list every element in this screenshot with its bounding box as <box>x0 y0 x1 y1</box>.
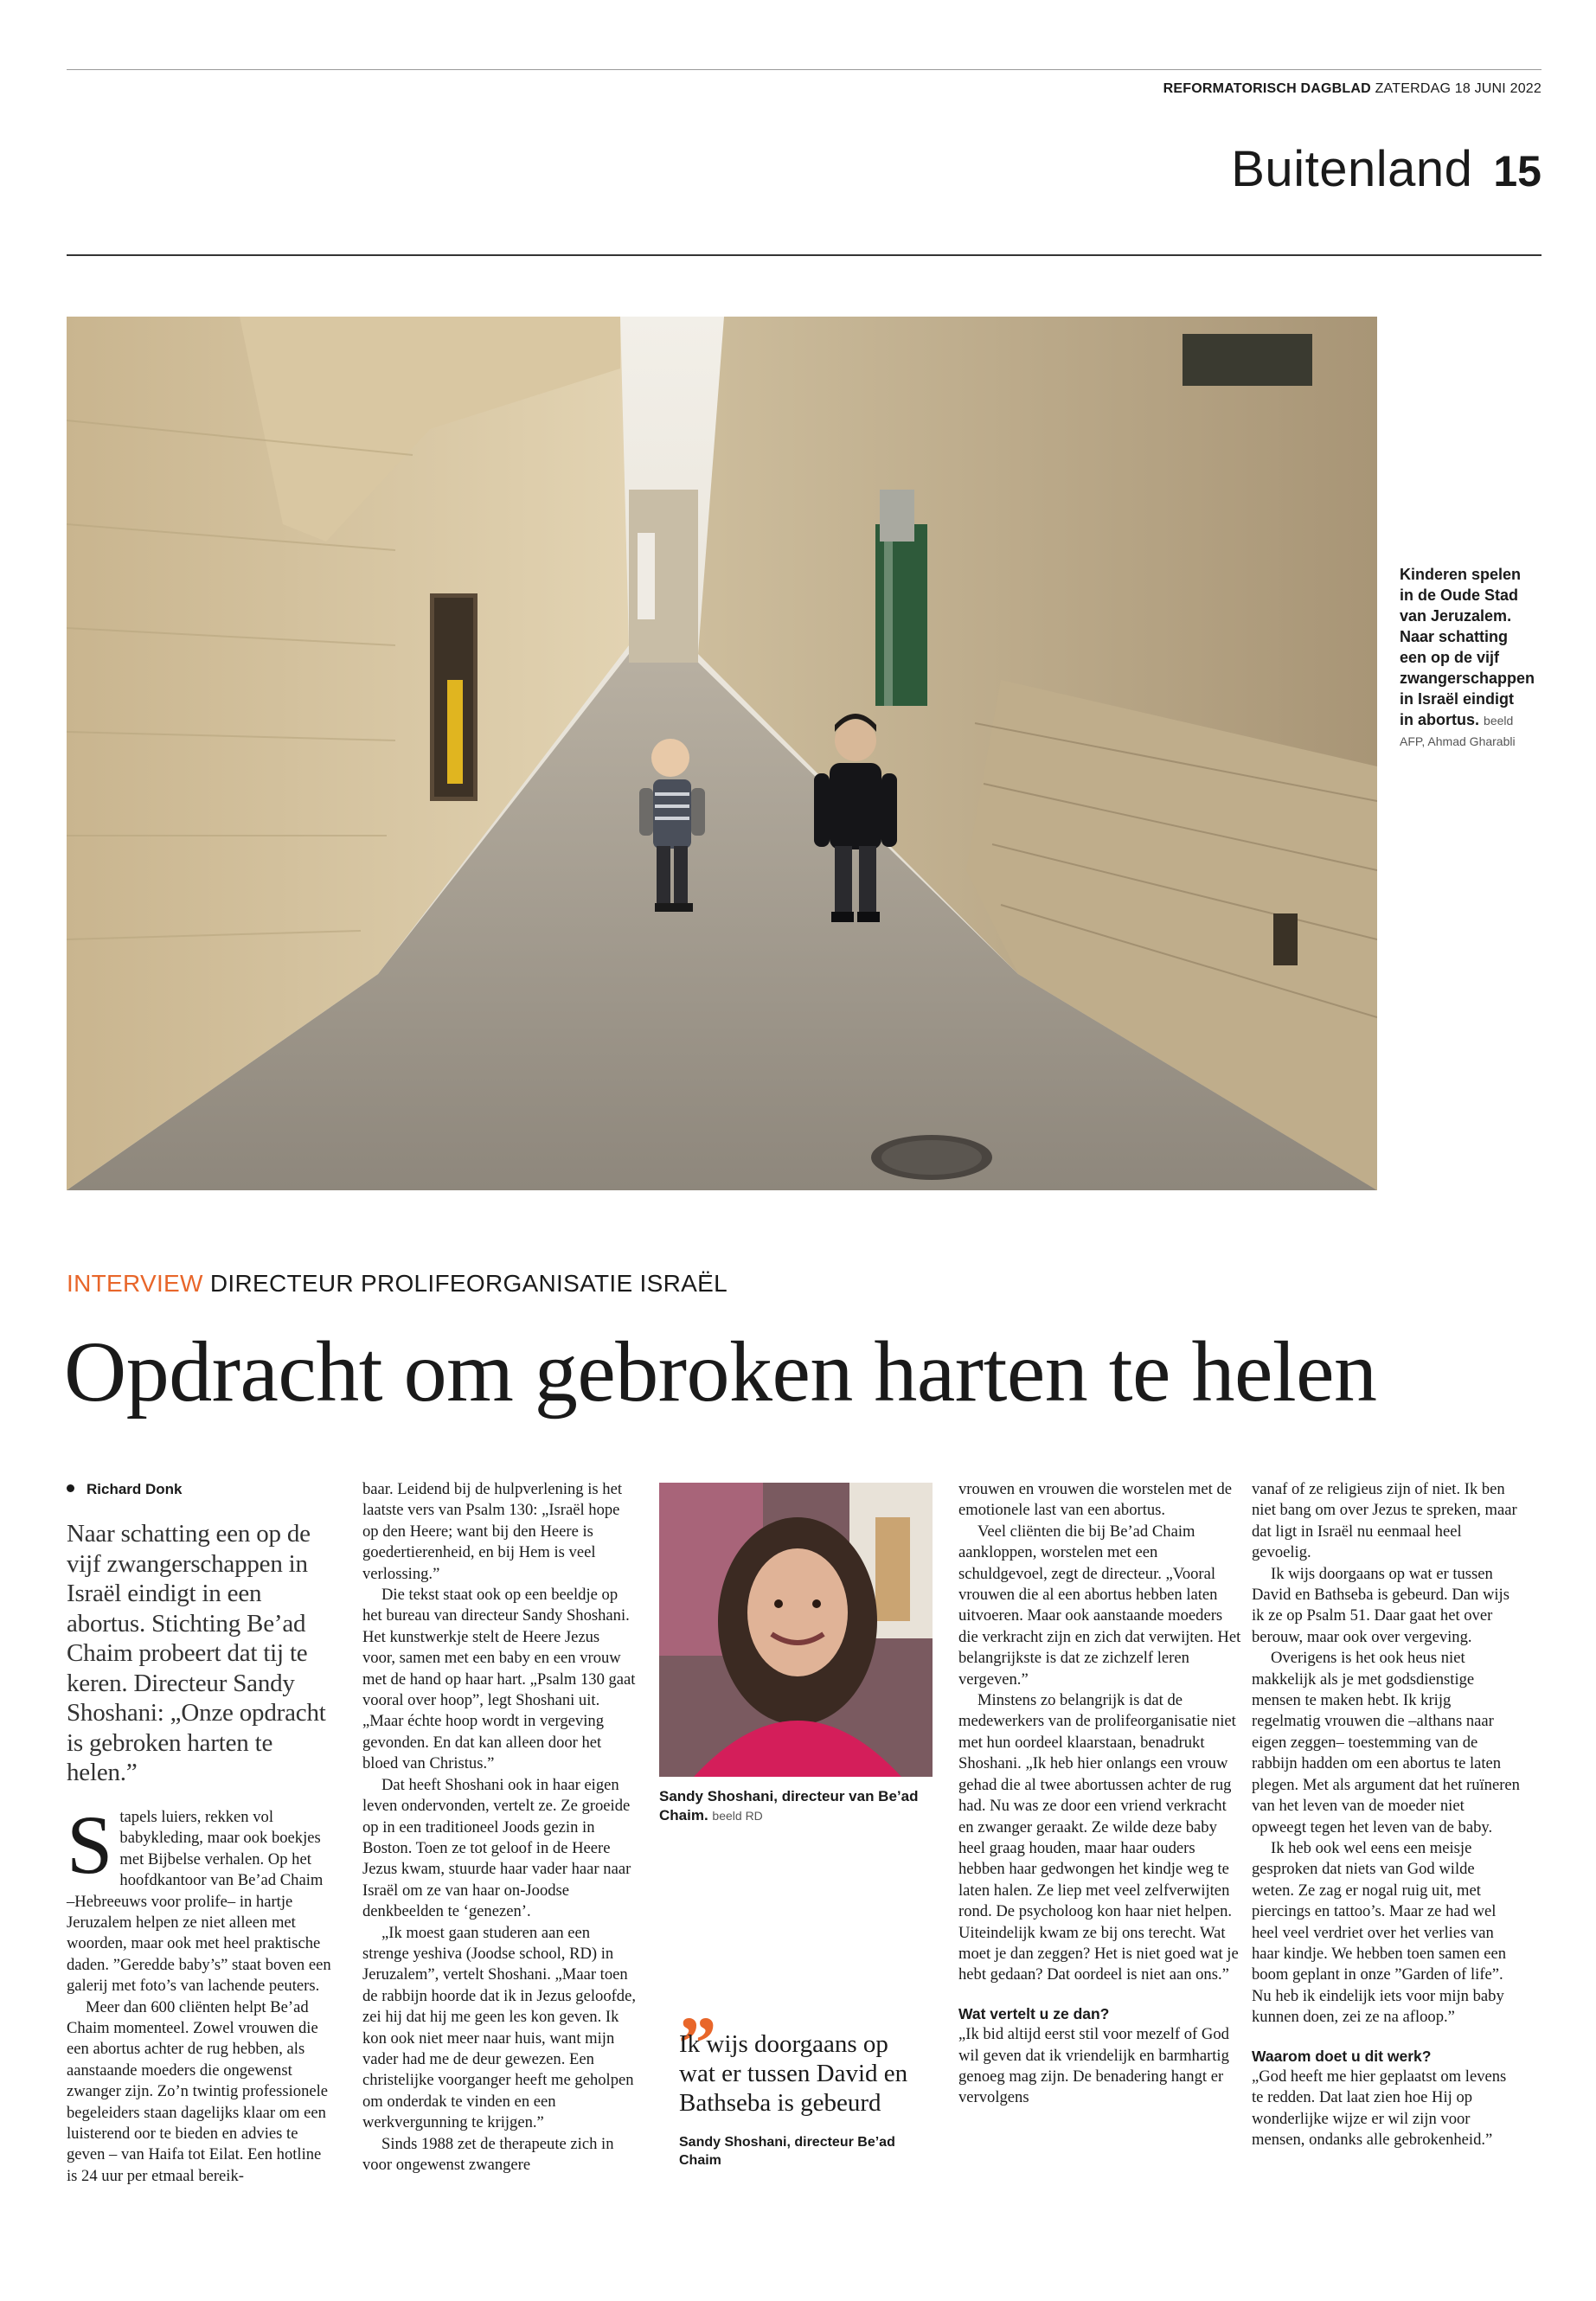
body-paragraph: „Ik bid altijd eerst stil voor mezelf of God wil geven dat ik vriendelijk en barmhartig genoeg mag zijn. De benadering hangt er vervolgens <box>958 2025 1229 2107</box>
kicker-topic: DIRECTEUR PROLIFEORGANISATIE ISRAËL <box>209 1270 727 1297</box>
main-photo <box>67 317 1377 1190</box>
body-paragraph: Sinds 1988 zet de therapeute zich in voor ongewenst zwangere <box>362 2134 614 2174</box>
masthead <box>1163 81 1542 97</box>
section-header <box>1231 140 1542 198</box>
body-paragraph: Dat heeft Shoshani ook in haar eigen leven ondervonden, vertelt ze. Ze groeide op in een traditioneel Joods gezin in Boston. Toen ze tot geloof in de Heere Jezus kwam, stuurde haar vader haar naar Israël om ze van haar on-Joodse denkbeelden te ‘genezen’. <box>362 1775 631 1921</box>
article-column-2 <box>362 1479 636 2176</box>
body-paragraph: vrouwen en vrouwen die worstelen met de emotionele last van een abortus. <box>958 1480 1232 1520</box>
article-column-4 <box>1252 1479 1520 2151</box>
body-paragraph: Minstens zo belangrijk is dat de medewerkers van de prolifeorganisatie niet met hun oordeel klaarstaan, benadrukt Shoshani. „Ik heb hier onlangs een vrouw gehad die al twee abortussen achter de rug had. Nu was ze door een vriend verkracht en zwanger geraakt. Ze wilde deze baby heel graag houden, maar haar ouders hebben haar gedwongen het kindje weg te laten halen. Ze liep met veel zelfverwijten rond. De psycholoog kon haar niet helpen. Uiteindelijk kwam ze bij ons terecht. Wat moet je dan zeggen? Het is niet goed wat je hebt gedaan? Dat oordeel is niet aan ons.” <box>958 1691 1239 1984</box>
article-column-3 <box>958 1479 1244 2109</box>
author-name: Richard Donk <box>87 1481 183 1497</box>
portrait-credit: beeld RD <box>712 1809 763 1823</box>
question-subhead: Waarom doet u dit werk? <box>1252 2047 1432 2065</box>
alley-illustration <box>67 317 1377 1190</box>
byline-bullet <box>67 1484 74 1492</box>
question-subhead: Wat vertelt u ze dan? <box>958 2004 1110 2022</box>
body-start <box>67 1798 334 1997</box>
body-paragraph: „God heeft me hier geplaatst om levens te redden. Dat laat zien hoe Hij op wonderlijke wijze er wil zijn voor mensen, ondanks alle gebrokenheid.” <box>1252 2067 1507 2150</box>
body-paragraph: Veel cliënten die bij Be’ad Chaim aankloppen, worstelen met een schuldgevoel, zegt de directeur. „Vooral vrouwen die al een abortus hebben laten uitvoeren. Maar ook aanstaande moeders die verkracht zijn en zich dat verwijten. Het belangrijkste is dat ze zichzelf leren vergeven.” <box>958 1522 1241 1689</box>
body-paragraph: Overigens is het ook heus niet makkelijk als je met godsdienstige mensen te maken hebt. Ik krijg regelmatig vrouwen die –althans naar eigen zeggen– toestemming van de rabbijn hadden om een abortus te laten plegen. Met als argument dat het ruïneren van het leven van de moeder niet opweegt tegen het leven van de baby. <box>1252 1649 1520 1836</box>
quote-mark: „ <box>679 1963 714 2047</box>
photo-credit: beeld AFP, Ahmad Gharabli <box>1400 714 1516 748</box>
photo-caption <box>1400 564 1535 751</box>
portrait-illustration <box>659 1483 933 1777</box>
body-paragraph: Ik wijs doorgaans op wat er tussen David en Bathseba is gebeurd. Dan wijs ik ze op Psalm 51. Daar gaat het over berouw, maar ook over vergeving. <box>1252 1564 1509 1646</box>
body-paragraph: Die tekst staat ook op een beeldje op het bureau van directeur Sandy Shoshani. Het kunstwerkje stelt de Heere Jezus voor, samen met een baby en een vrouw met de hand op haar hart. „Psalm 130 gaat vooral over hoop”, legt Shoshani uit. „Maar échte hoop wordt in vergeving gevonden. En dat kan alleen door het bloed van Christus.” <box>362 1586 636 1773</box>
body-paragraph: baar. Leidend bij de hulpverlening is het laatste vers van Psalm 130: „Israël hope op den Heere; want bij den Heere is goedertierenheid, en bij Hem is veel verlossing.” <box>362 1480 622 1583</box>
section-rule <box>67 254 1542 256</box>
page-number: 15 <box>1493 147 1542 195</box>
portrait-caption-text: Sandy Shoshani, directeur van Be’ad Chaim. <box>659 1788 919 1823</box>
body-paragraph: Meer dan 600 cliënten helpt Be’ad Chaim momenteel. Zowel vrouwen die een abortus achter de rug hebben, als aanstaande moeders die ongewenst zwanger zijn. Zo’n twintig professionele begeleiders staan dagelijks klaar om een luisterend oor te bieden en advies te geven – van Haifa tot Eilat. Een hotline is 24 uur per etmaal bereik- <box>67 1997 329 2185</box>
intro-text: Naar schatting een op de vijf zwangerschappen in Israël eindigt in een abortus. Stichting Be’ad Chaim probeert dat tij te keren. Directeur Sandy Shoshani: „Onze opdracht is gebroken harten te helen.” <box>67 1520 326 1787</box>
paper-name: REFORMATORISCH DAGBLAD <box>1163 81 1371 96</box>
body-paragraph: „Ik moest gaan studeren aan een strenge yeshiva (Joodse school, RD) in Jeruzalem”, vertelt Shoshani. „Maar toen de rabbijn hoorde dat ik in Jezus geloofde, zei hij dat hij me geen les kon geven. Ik kon ook niet meer naar huis, want mijn vader had me de deur gewezen. Een christelijke voorganger heeft me geholpen om onderdak te vinden en een werkvergunning te krijgen.” <box>362 1923 637 2132</box>
drop-cap: S <box>67 1798 113 1891</box>
photo-caption-text: Kinderen spelen in de Oude Stad van Jeruzalem. Naar schatting een op de vijf zwangerschappen in Israël eindigt in abortus. <box>1400 566 1535 728</box>
pull-quote <box>679 1963 913 2170</box>
top-rule <box>67 69 1542 70</box>
kicker <box>67 1270 727 1298</box>
body-paragraph: vanaf of ze religieus zijn of niet. Ik ben niet bang om over Jezus te spreken, maar dat ligt in Israël nu eenmaal heel gevoelig. <box>1252 1480 1517 1562</box>
body-paragraph: tapels luiers, rekken vol babykleding, maar ook boekjes met Bijbelse verhalen. Op het hoofdkantoor van Be’ad Chaim –Hebreeuws voor prolife– in hartje Jeruzalem helpen ze niet alleen met woorden, maar ook met heel praktische daden. ”Geredde baby’s” staat boven een galerij met foto’s van lachende peuters. <box>67 1807 331 1996</box>
byline <box>67 1479 334 1500</box>
portrait-caption <box>659 1787 933 1825</box>
body-paragraph: Ik heb ook wel eens een meisje gesproken dat niets van God wilde weten. Ze zag er nogal ruig uit, met piercings en tattoo’s. Maar ze had wel heel veel verdriet over het verlies van haar kindje. We hebben toen samen een boom geplant in onze ”Garden of life”. Nu heb ik eindelijk iets voor mijn baby kunnen doen, zei ze na afloop.” <box>1252 1838 1506 2027</box>
article-column-1 <box>67 1479 334 2187</box>
headline: Opdracht om gebroken harten te helen <box>64 1324 1377 1420</box>
quote-attribution: Sandy Shoshani, directeur Be’ad Chaim <box>679 2135 895 2168</box>
section-name: Buitenland <box>1231 141 1473 197</box>
issue-date: ZATERDAG 18 JUNI 2022 <box>1375 81 1542 96</box>
portrait-photo <box>659 1483 933 1777</box>
kicker-label: INTERVIEW <box>67 1270 203 1297</box>
quote-text: Ik wijs doorgaans op wat er tussen David en Bathseba is gebeurd <box>679 2030 908 2117</box>
